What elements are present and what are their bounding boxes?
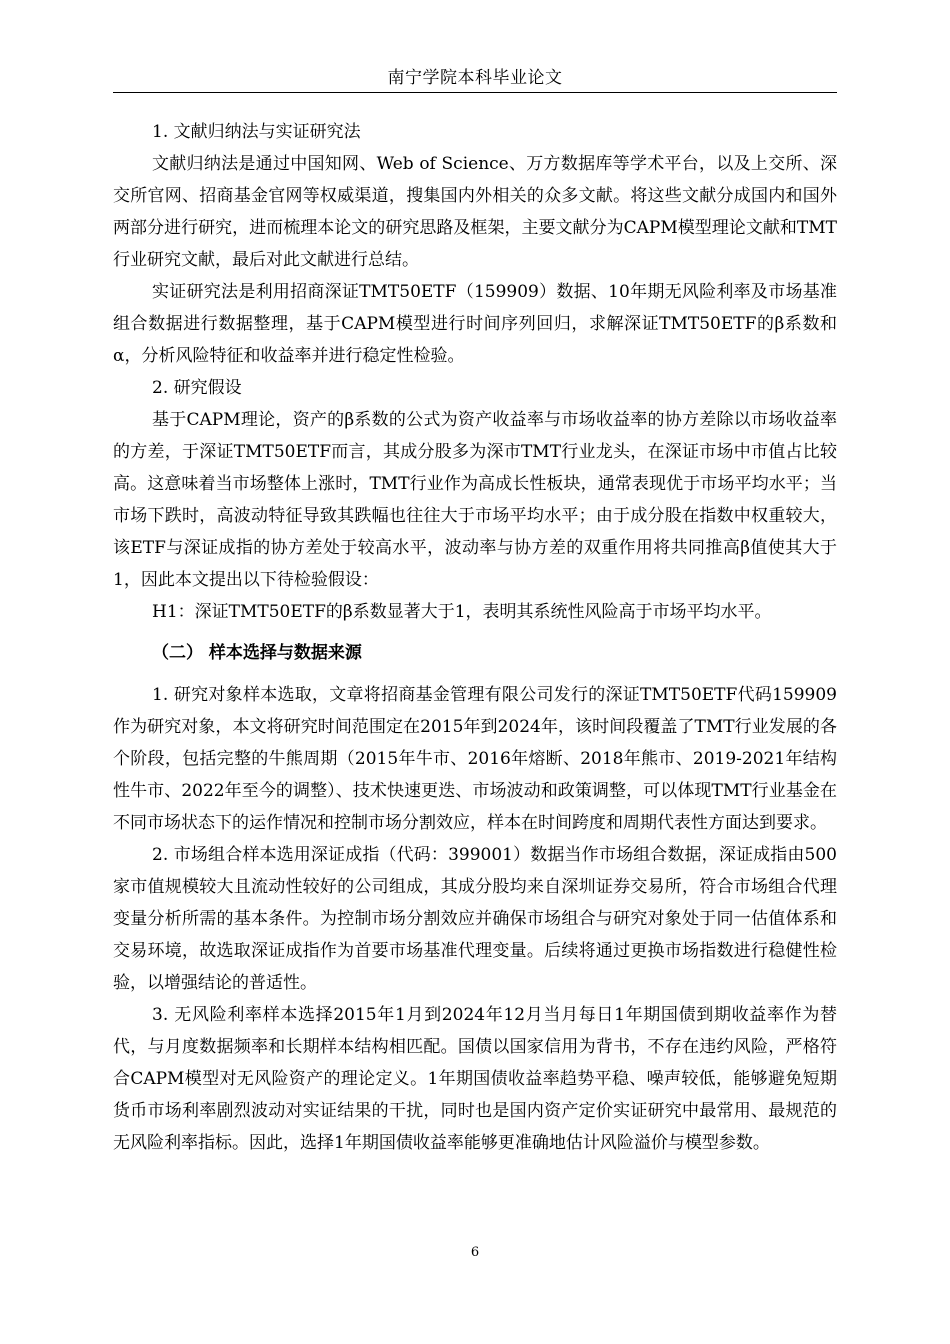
paragraph-hypothesis-h1: H1：深证TMT50ETF的β系数显著大于1，表明其系统性风险高于市场平均水平。 xyxy=(152,602,772,622)
header-rule xyxy=(113,92,837,93)
paragraph-sample-object: 1. 研究对象样本选取，文章将招商基金管理有限公司发行的深证TMT50ETF代码159909作为研究对象，本文将研究时间范围定在2015年到2024年，该时间段覆盖了TMT行业发展的各个阶段，包括完整的牛熊周期（2015年牛市、2016年熔断、2018年熊市、2019-2021年结构性牛市、2022年至今的调整）、技术快速更迭、市场波动和政策调整，可以体现TMT行业基金在不同市场状态下的运作情况和控制市场分割效应，样本在时间跨度和周期代表性方面达到要求。 xyxy=(113,685,837,833)
page-body xyxy=(113,116,837,1159)
subsection-title-hypothesis: 2. 研究假设 xyxy=(152,378,242,398)
running-header: 南宁学院本科毕业论文 xyxy=(387,68,563,88)
section-heading-sample-data: （二） 样本选择与数据来源 xyxy=(152,643,362,663)
paragraph-literature-method: 文献归纳法是通过中国知网、Web of Science、万方数据库等学术平台，以及上交所、深交所官网、招商基金官网等权威渠道，搜集国内外相关的众多文献。将这些文献分成国内和国外两部分进行研究，进而梳理本论文的研究思路及框架，主要文献分为CAPM模型理论文献和TMT行业研究文献，最后对此文献进行总结。 xyxy=(113,154,837,270)
paragraph-hypothesis-basis: 基于CAPM理论，资产的β系数的公式为资产收益率与市场收益率的协方差除以市场收益率的方差，于深证TMT50ETF而言，其成分股多为深市TMT行业龙头，在深证市场中市值占比较高。这意味着当市场整体上涨时，TMT行业作为高成长性板块，通常表现优于市场平均水平；当市场下跌时，高波动特征导致其跌幅也往往大于市场平均水平；由于成分股在指数中权重较大，该ETF与深证成指的协方差处于较高水平，波动率与协方差的双重作用将共同推高β值使其大于1，因此本文提出以下待检验假设： xyxy=(113,410,837,590)
subsection-title-methods: 1. 文献归纳法与实证研究法 xyxy=(152,122,361,142)
paragraph-risk-free-rate: 3. 无风险利率样本选择2015年1月到2024年12月当月每日1年期国债到期收益率作为替代，与月度数据频率和长期样本结构相匹配。国债以国家信用为背书，不存在违约风险，严格符合CAPM模型对无风险资产的理论定义。1年期国债收益率趋势平稳、噪声较低，能够避免短期货币市场利率剧烈波动对实证结果的干扰，同时也是国内资产定价实证研究中最常用、最规范的无风险利率指标。因此，选择1年期国债收益率能够更准确地估计风险溢价与模型参数。 xyxy=(113,1005,837,1153)
page-number: 6 xyxy=(470,1245,480,1260)
paragraph-empirical-method: 实证研究法是利用招商深证TMT50ETF（159909）数据、10年期无风险利率及市场基准组合数据进行数据整理，基于CAPM模型进行时间序列回归，求解深证TMT50ETF的β系数和α，分析风险特征和收益率并进行稳定性检验。 xyxy=(113,282,837,366)
paragraph-market-portfolio: 2. 市场组合样本选用深证成指（代码：399001）数据当作市场组合数据，深证成指由500家市值规模较大且流动性较好的公司组成，其成分股均来自深圳证券交易所，符合市场组合代理变量分析所需的基本条件。为控制市场分割效应并确保市场组合与研究对象处于同一估值体系和交易环境，故选取深证成指作为首要市场基准代理变量。后续将通过更换市场指数进行稳健性检验，以增强结论的普适性。 xyxy=(113,845,837,993)
